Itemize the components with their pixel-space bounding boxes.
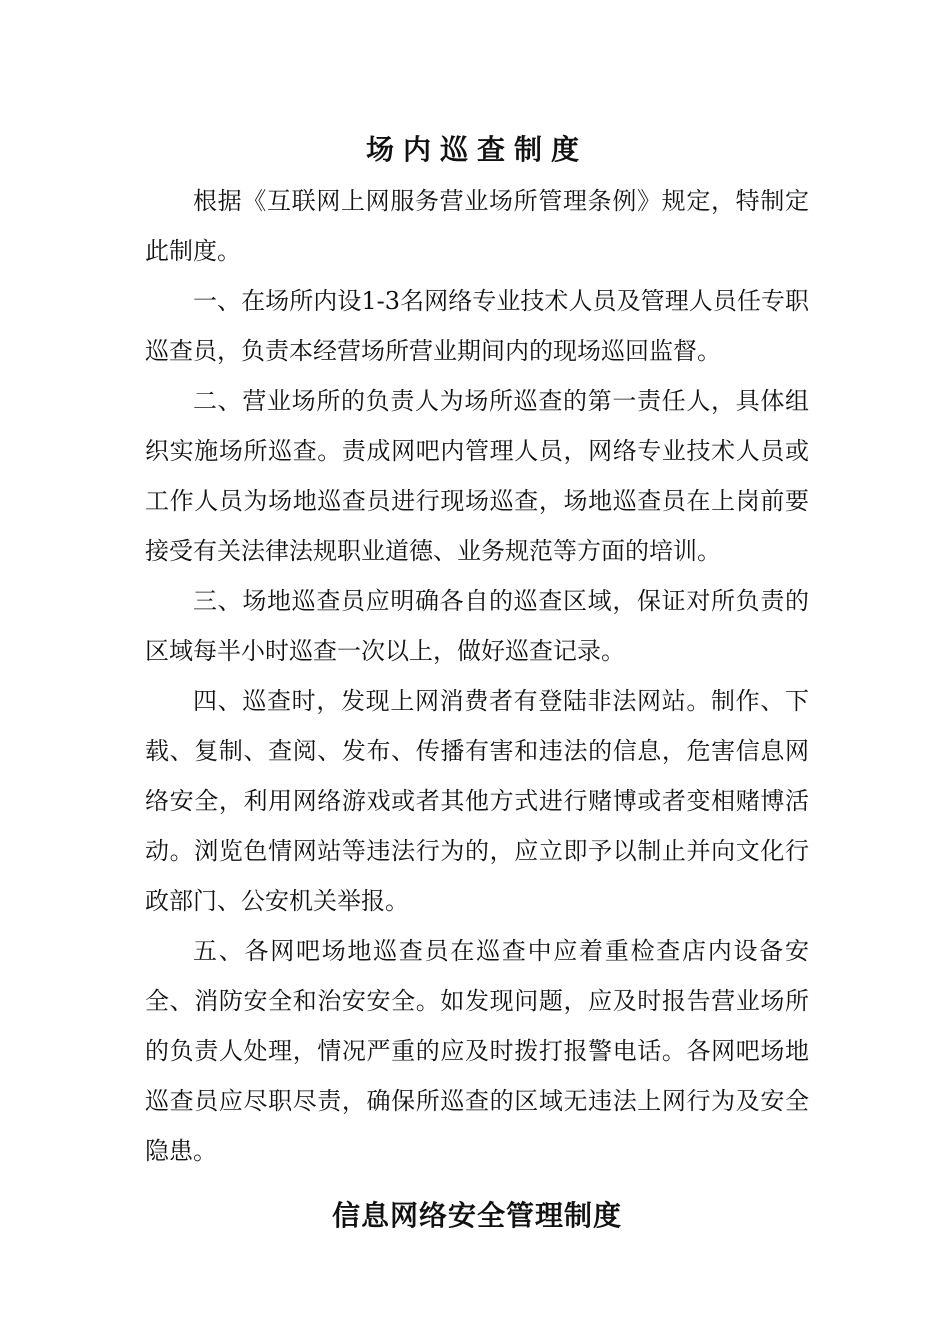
clause-3-paragraph: 三、场地巡查员应明确各自的巡查区域，保证对所负责的区域每半小时巡查一次以上，做好巡查记录。	[145, 587, 809, 665]
intro-paragraph: 根据《互联网上网服务营业场所管理条例》规定，特制定此制度。	[145, 187, 809, 265]
clause-1-paragraph: 一、在场所内设1-3名网络专业技术人员及管理人员任专职巡查员，负责本经营场所营业期间内的现场巡回监督。	[145, 287, 809, 365]
clause-2-paragraph: 二、营业场所的负责人为场所巡查的第一责任人，具体组织实施场所巡查。责成网吧内管理人员，网络专业技术人员或工作人员为场地巡查员进行现场巡查，场地巡查员在上岗前要接受有关法律法规职业道德、业务规范等方面的培训。	[145, 387, 809, 565]
clause-4-paragraph: 四、巡查时，发现上网消费者有登陆非法网站。制作、下载、复制、查阅、发布、传播有害和违法的信息，危害信息网络安全，利用网络游戏或者其他方式进行赌博或者变相赌博活动。浏览色情网站等违法行为的，应立即予以制止并向文化行政部门、公安机关举报。	[145, 687, 809, 915]
document-title: 场内巡查制度	[365, 133, 588, 166]
document-body	[145, 128, 809, 1238]
next-section-title: 信息网络安全管理制度	[331, 1199, 622, 1232]
clause-5-paragraph: 五、各网吧场地巡查员在巡查中应着重检查店内设备安全、消防安全和治安安全。如发现问题，应及时报告营业场所的负责人处理，情况严重的应及时拨打报警电话。各网吧场地巡查员应尽职尽责，确保所巡查的区域无违法上网行为及安全隐患。	[145, 937, 809, 1165]
